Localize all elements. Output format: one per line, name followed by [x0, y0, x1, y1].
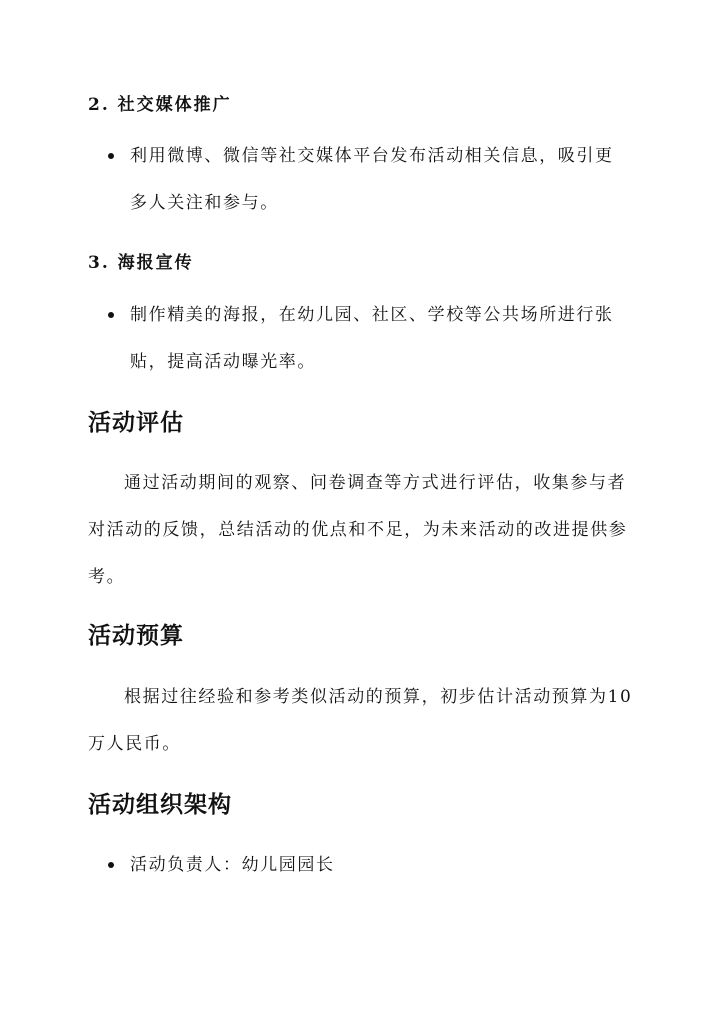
paragraph-budget: 根据过往经验和参考类似活动的预算，初步估计活动预算为10万人民币。 [88, 687, 633, 754]
list-item-organization [104, 842, 624, 889]
section-heading-organization: 活动组织架构 [88, 791, 232, 818]
list-item-text: 制作精美的海报，在幼儿园、社区、学校等公共场所进行张贴，提高活动曝光率。 [130, 305, 614, 372]
paragraph-evaluation: 通过活动期间的观察、问卷调查等方式进行评估，收集参与者对活动的反馈，总结活动的优点和不足，为未来活动的改进提供参考。 [88, 473, 628, 587]
list-item-text: 利用微博、微信等社交媒体平台发布活动相关信息，吸引更多人关注和参与。 [130, 146, 614, 213]
list-item-poster [104, 292, 624, 386]
list-item-social-media [104, 133, 624, 227]
subheading-poster: 3. 海报宣传 [88, 253, 194, 273]
section-heading-evaluation: 活动评估 [88, 409, 184, 436]
section-heading-budget: 活动预算 [88, 622, 184, 649]
bullet-icon [108, 153, 114, 159]
bullet-icon [108, 312, 114, 318]
list-item-text: 活动负责人：幼儿园园长 [130, 855, 335, 875]
bullet-icon [108, 862, 114, 868]
subheading-social-media: 2. 社交媒体推广 [88, 95, 232, 115]
